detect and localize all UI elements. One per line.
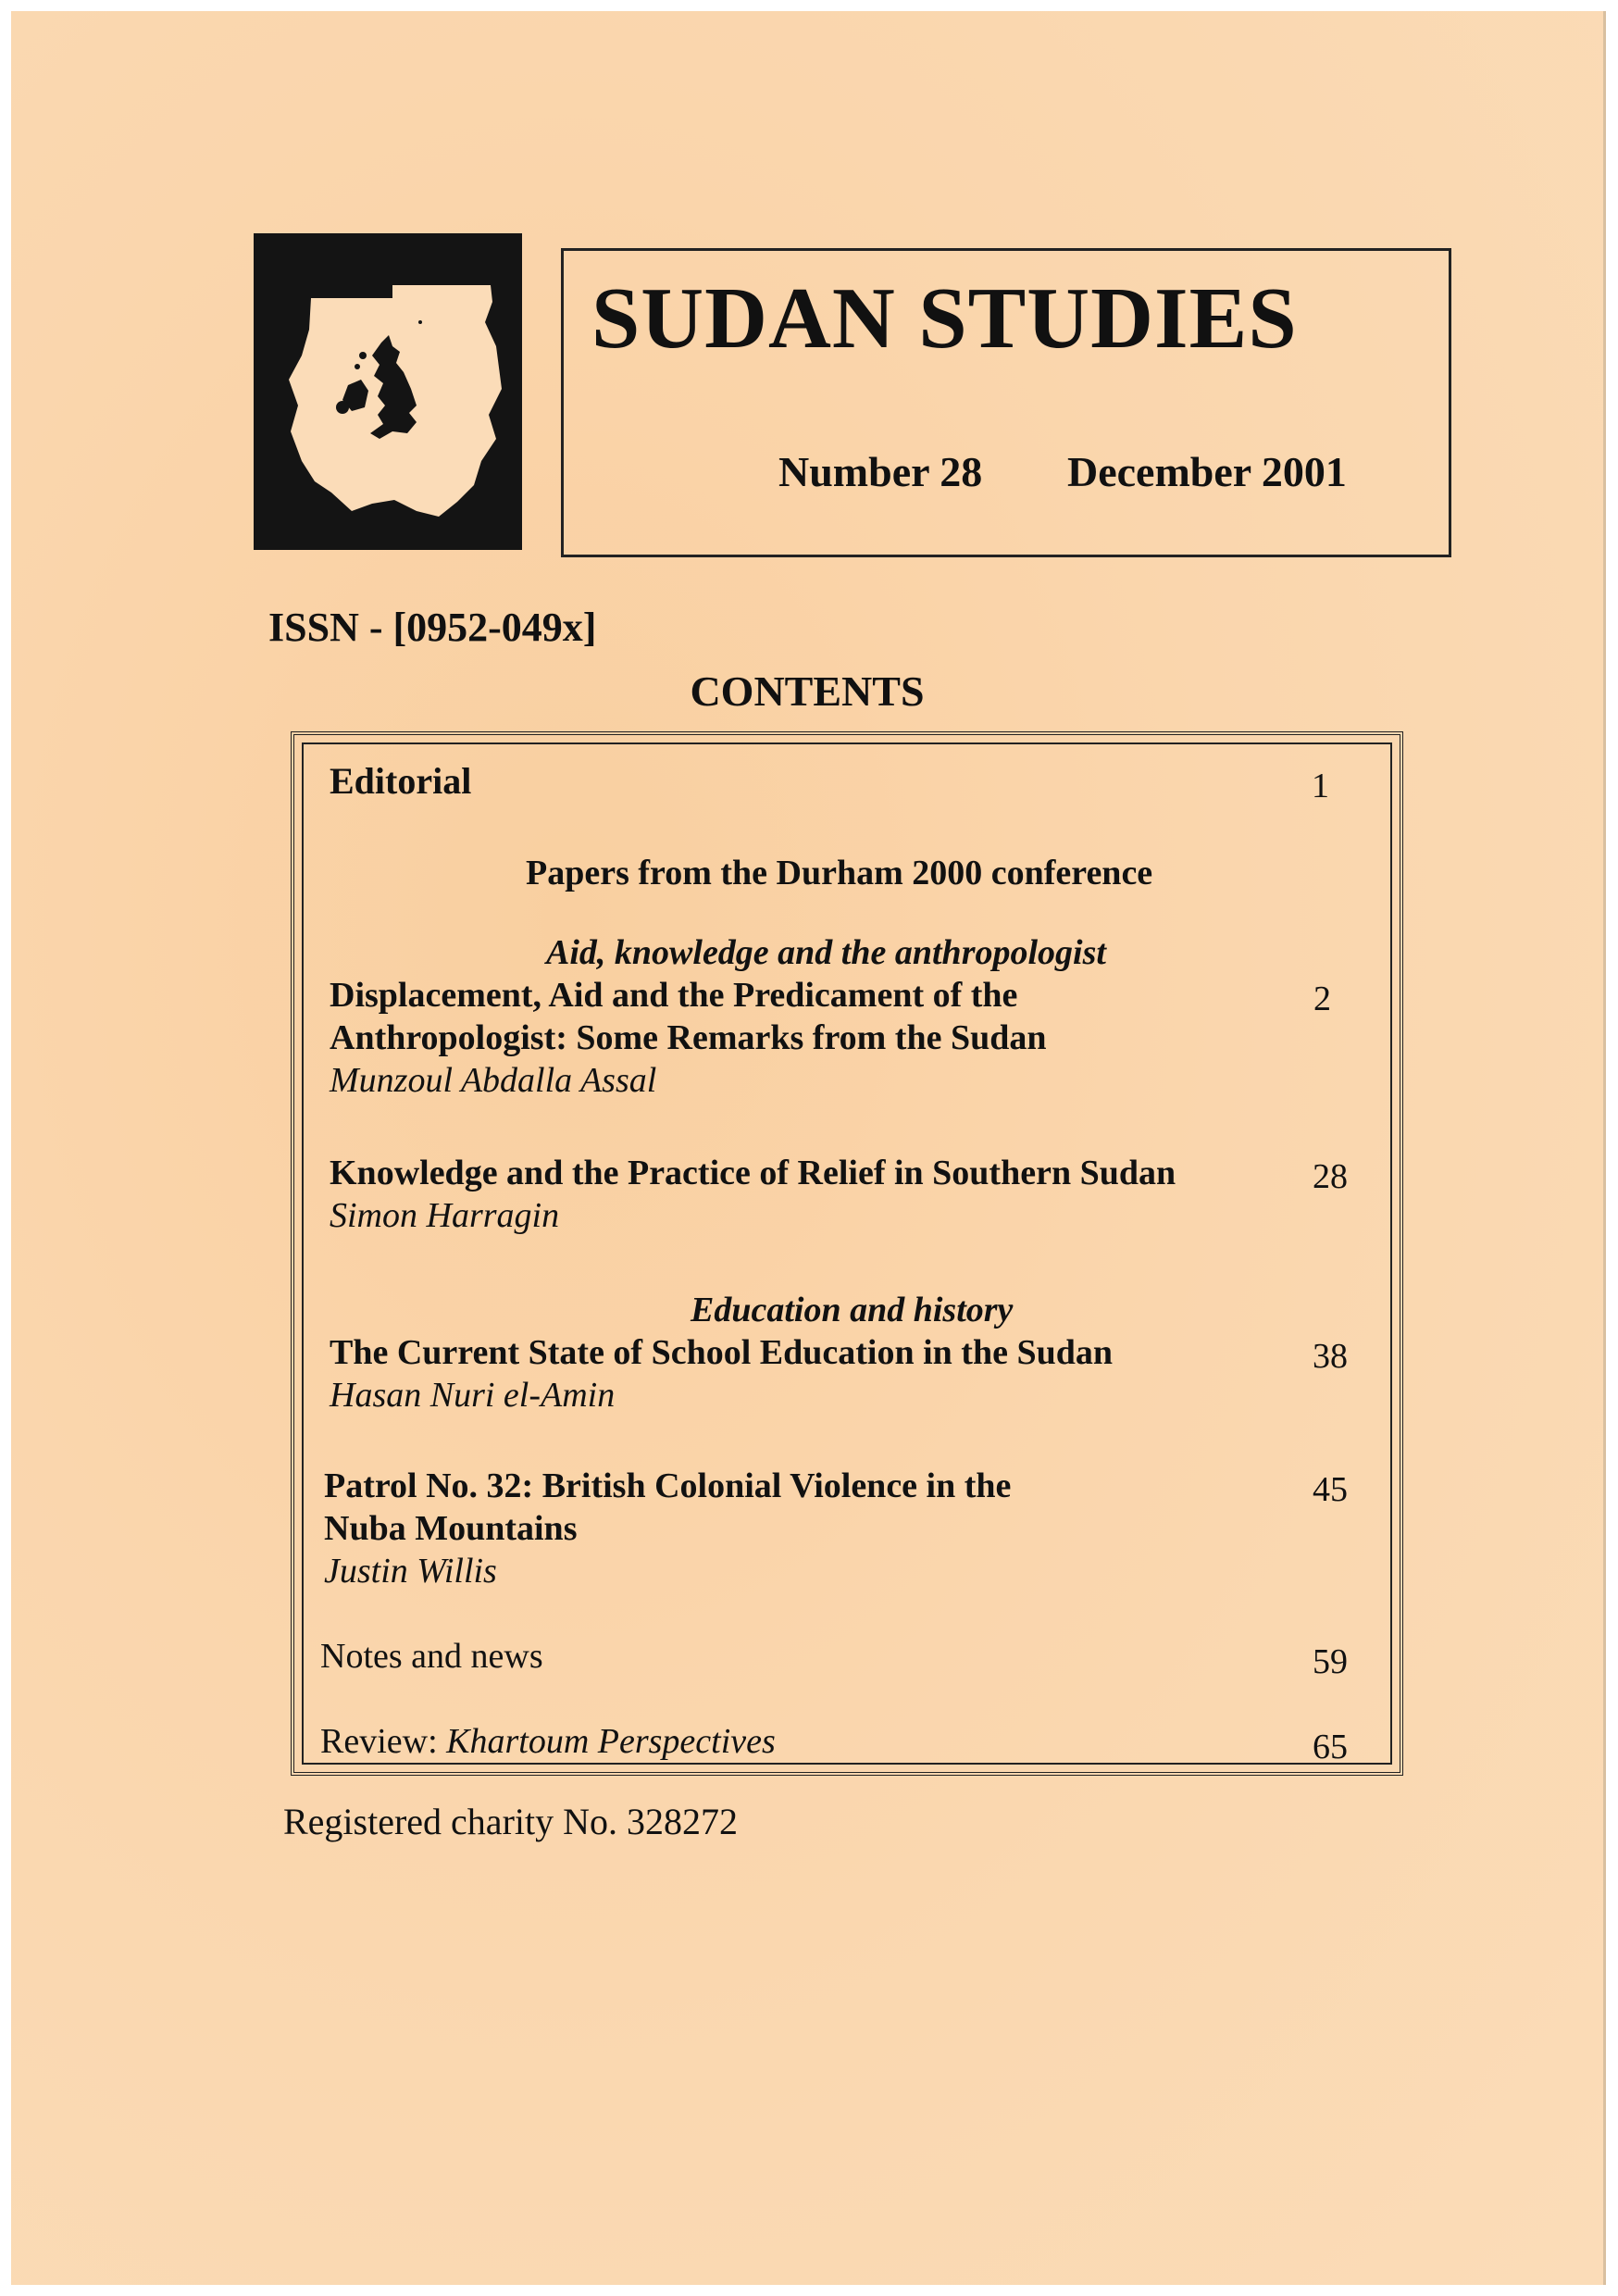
issue-date: December 2001 — [1067, 448, 1347, 495]
toc-conference-heading: Papers from the Durham 2000 conference — [526, 854, 1153, 892]
table-of-contents — [291, 731, 1403, 1776]
toc-entry-title: Anthropologist: Some Remarks from the Sudan — [330, 1018, 1047, 1057]
toc-notes: Notes and news — [320, 1637, 543, 1676]
toc-editorial: Editorial — [330, 760, 472, 802]
toc-entry-page: 2 — [1313, 980, 1331, 1018]
toc-section-education: Education and history — [691, 1291, 1014, 1329]
issn: ISSN - [0952-049x] — [268, 605, 597, 650]
toc-entry-author: Munzoul Abdalla Assal — [330, 1061, 657, 1100]
sudan-map-logo-icon — [254, 233, 522, 550]
toc-review-title: Khartoum Perspectives — [446, 1722, 776, 1761]
toc-editorial-page: 1 — [1312, 767, 1329, 805]
issue-number: Number 28 — [778, 448, 983, 495]
toc-section-aid: Aid, knowledge and the anthropologist — [546, 933, 1106, 972]
toc-notes-page: 59 — [1313, 1642, 1348, 1681]
masthead-box — [561, 248, 1451, 557]
toc-review — [320, 1724, 776, 1759]
toc-entry-title: Displacement, Aid and the Predicament of the — [330, 976, 1018, 1015]
toc-entry-page: 28 — [1313, 1157, 1348, 1196]
toc-entry-title: Patrol No. 32: British Colonial Violence in the — [324, 1466, 1012, 1505]
table-of-contents-inner — [302, 742, 1392, 1765]
toc-review-page: 65 — [1313, 1728, 1348, 1766]
toc-review-prefix: Review: — [320, 1722, 447, 1761]
toc-entry-title: Nuba Mountains — [324, 1509, 578, 1548]
toc-entry-page: 45 — [1313, 1470, 1348, 1509]
toc-entry-author: Justin Willis — [324, 1552, 497, 1591]
registered-charity-number: Registered charity No. 328272 — [283, 1801, 738, 1842]
toc-entry-title: Knowledge and the Practice of Relief in Southern Sudan — [330, 1154, 1176, 1192]
toc-entry-author: Simon Harragin — [330, 1196, 560, 1235]
journal-title: SUDAN STUDIES — [591, 270, 1298, 367]
toc-entry-author: Hasan Nuri el-Amin — [330, 1376, 616, 1415]
journal-cover — [11, 11, 1606, 2285]
toc-entry-page: 38 — [1313, 1337, 1348, 1376]
toc-entry-title: The Current State of School Education in the Sudan — [330, 1333, 1113, 1372]
contents-heading: CONTENTS — [690, 668, 925, 715]
